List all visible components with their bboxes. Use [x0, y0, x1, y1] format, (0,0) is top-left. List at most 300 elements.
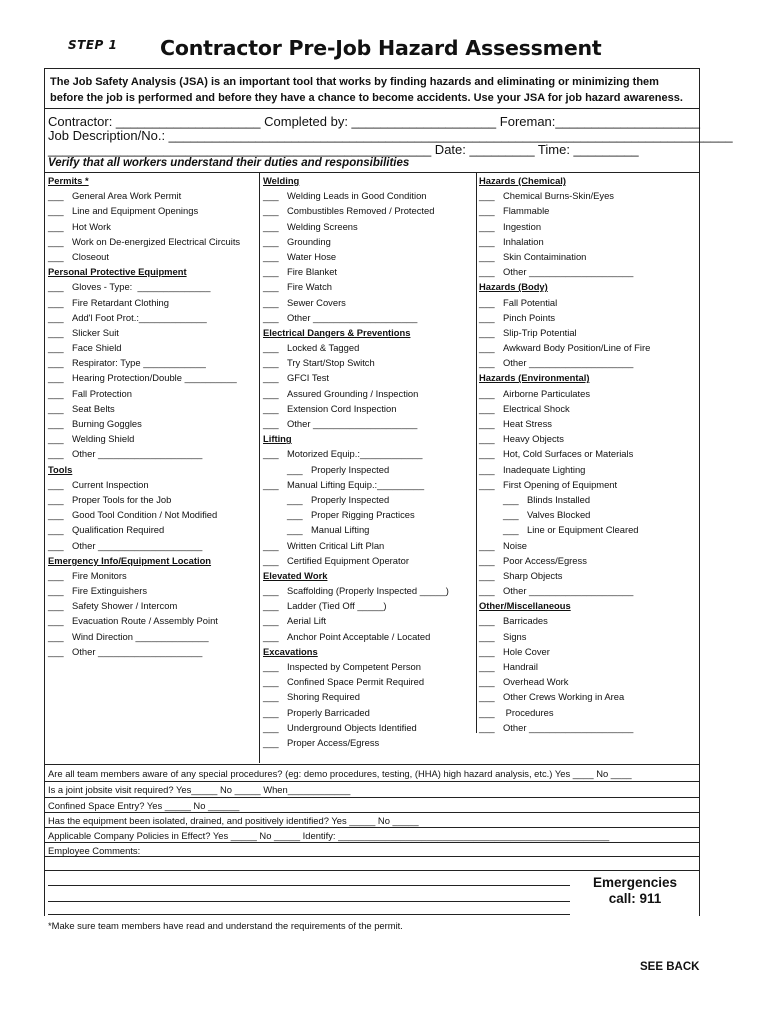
checkbox-blank[interactable]: ___	[263, 615, 279, 627]
checkbox-blank[interactable]: ___	[48, 387, 64, 399]
checkbox-blank[interactable]: ___	[479, 296, 495, 308]
checklist-item[interactable]	[479, 446, 699, 461]
checklist-item[interactable]	[263, 598, 475, 613]
checklist-item-label: Handrail	[503, 661, 538, 672]
checklist-item[interactable]	[263, 446, 475, 461]
checklist-item[interactable]	[263, 659, 475, 674]
checklist-item-label: Line and Equipment Openings	[72, 205, 199, 217]
checklist-item[interactable]	[479, 188, 699, 203]
checklist-item-label: Aerial Lift	[287, 615, 327, 627]
divider-q4	[44, 827, 700, 828]
checklist-item[interactable]	[479, 568, 699, 583]
checkbox-blank[interactable]: ___	[48, 585, 64, 597]
checkbox-blank[interactable]: ___	[479, 357, 495, 369]
checkbox-blank[interactable]: ___	[479, 676, 495, 688]
checkbox-blank[interactable]: ___	[503, 509, 519, 521]
checkbox-blank[interactable]: ___	[263, 266, 279, 278]
checklist-item[interactable]	[263, 477, 475, 492]
checklist-item[interactable]	[479, 386, 699, 401]
checkbox-blank[interactable]: ___	[263, 554, 279, 566]
checklist-item-label: Properly Inspected	[311, 493, 390, 505]
checkbox-blank[interactable]: ___	[263, 387, 279, 399]
checklist-item-label: Fire Watch	[287, 281, 332, 293]
checklist-item-label: Respirator: Type ____________	[72, 357, 206, 369]
checkbox-blank[interactable]: ___	[287, 509, 303, 521]
checkbox-blank[interactable]: ___	[48, 357, 64, 369]
checkbox-blank[interactable]: ___	[263, 691, 279, 703]
checklist-item[interactable]	[263, 462, 475, 477]
checklist-item[interactable]	[479, 659, 699, 674]
checkbox-blank[interactable]: ___	[503, 524, 519, 536]
section-heading: Hazards (Body)	[479, 281, 548, 293]
job-description-line[interactable]: Job Description/No.: ______________________________________________________________________________	[48, 128, 733, 143]
checklist-item-label: Slicker Suit	[72, 326, 119, 338]
checkbox-blank[interactable]: ___	[48, 478, 64, 490]
checklist-item[interactable]	[263, 522, 475, 537]
checklist-item[interactable]	[479, 705, 699, 720]
checklist-item[interactable]	[48, 234, 258, 249]
checklist-item-label: Sewer Covers	[287, 296, 346, 308]
checklist-item-label: Proper Access/Egress	[287, 736, 380, 748]
checklist-item-label: Hole Cover	[503, 645, 550, 657]
checklist-item-label: Safety Shower / Intercom	[72, 600, 178, 612]
checkbox-blank[interactable]: ___	[479, 205, 495, 217]
checklist-item[interactable]	[48, 644, 258, 659]
emergency-box	[580, 875, 690, 907]
checklist-item-label: Properly Barricaded	[287, 706, 370, 718]
checklist-item[interactable]	[48, 431, 258, 446]
checklist-item[interactable]	[479, 522, 699, 537]
checklist-item[interactable]	[48, 370, 258, 385]
checkbox-blank[interactable]: ___	[263, 402, 279, 414]
checklist-item-label: Assured Grounding / Inspection	[287, 387, 419, 399]
checklist-item[interactable]	[263, 613, 475, 628]
checklist-item[interactable]	[479, 203, 699, 218]
question-jobsite-visit[interactable]: Is a joint jobsite visit required? Yes_____ No _____ When____________	[48, 784, 351, 795]
checklist-item-label: Flammable	[503, 205, 550, 217]
checkbox-blank[interactable]: ___	[479, 630, 495, 642]
checklist-item-label: General Area Work Permit	[72, 190, 182, 202]
checklist-item-label: Fire Monitors	[72, 569, 127, 581]
checklist-item[interactable]	[479, 310, 699, 325]
checkbox-blank[interactable]: ___	[48, 493, 64, 505]
checklist-item-label: Extension Cord Inspection	[287, 402, 397, 414]
checklist-item-label: Other ____________________	[287, 418, 418, 429]
checklist-item[interactable]	[263, 219, 475, 234]
checklist-item[interactable]	[263, 553, 475, 568]
checkbox-blank[interactable]: ___	[48, 448, 64, 460]
checklist-item-label: Awkward Body Position/Line of Fire	[503, 342, 651, 354]
comment-line-3[interactable]	[48, 914, 570, 915]
emergency-title: Emergencies	[592, 875, 678, 890]
contractor-line[interactable]: Contractor: ____________________ Completed by: ____________________ Foreman:____________________	[48, 114, 700, 129]
checklist-item[interactable]	[479, 340, 699, 355]
checklist-item[interactable]	[479, 295, 699, 310]
checklist-item-label: Try Start/Stop Switch	[287, 357, 375, 369]
footnote: *Make sure team members have read and understand the requirements of the permit.	[48, 920, 403, 931]
checkbox-blank[interactable]: ___	[48, 190, 64, 202]
section-heading: Electrical Dangers & Preventions	[263, 326, 411, 338]
checklist-item-label: Hearing Protection/Double __________	[72, 372, 237, 384]
checkbox-blank[interactable]: ___	[503, 493, 519, 505]
checklist-item-label: Proper Tools for the Job	[72, 493, 172, 505]
checklist-item-label: Confined Space Permit Required	[287, 676, 425, 688]
checklist-item[interactable]	[479, 325, 699, 340]
checklist-item[interactable]	[479, 462, 699, 477]
checkbox-blank[interactable]: ___	[48, 326, 64, 338]
checklist-item[interactable]	[263, 340, 475, 355]
divider-q5	[44, 842, 700, 843]
checkbox-blank[interactable]: ___	[263, 372, 279, 384]
verify-statement: Verify that all workers understand their duties and responsibilities	[48, 157, 410, 169]
checklist-item-label: Welding Shield	[72, 433, 135, 445]
checkbox-blank[interactable]: ___	[263, 250, 279, 262]
checklist-item[interactable]	[48, 203, 258, 218]
checklist-item[interactable]	[48, 249, 258, 264]
checklist-item-label: Noise	[503, 539, 527, 551]
checkbox-blank[interactable]: ___	[48, 250, 64, 262]
checkbox-blank[interactable]: ___	[263, 296, 279, 308]
checklist-item[interactable]	[479, 553, 699, 568]
checkbox-blank[interactable]: ___	[479, 615, 495, 627]
checklist-item-label: Underground Objects Identified	[287, 721, 417, 733]
checklist-item[interactable]	[479, 431, 699, 446]
checkbox-blank[interactable]: ___	[287, 493, 303, 505]
checklist-column-3	[479, 173, 699, 735]
checklist-item-label: Fire Retardant Clothing	[72, 296, 169, 308]
checklist-item[interactable]	[263, 249, 475, 264]
checklist-item[interactable]	[263, 355, 475, 370]
checkbox-blank[interactable]: ___	[479, 539, 495, 551]
checklist-item-label: Evacuation Route / Assembly Point	[72, 615, 218, 627]
checklist-item-label: Locked & Tagged	[287, 342, 360, 354]
checklist-item[interactable]	[263, 264, 475, 279]
checklist-item-label: Good Tool Condition / Not Modified	[72, 509, 218, 521]
checklist-item[interactable]	[479, 629, 699, 644]
checklist-item-label: Manual Lifting Equip.:_________	[287, 478, 425, 490]
checklist-item-label: First Opening of Equipment	[503, 478, 618, 490]
checkbox-blank[interactable]: ___	[263, 676, 279, 688]
checkbox-blank[interactable]: ___	[479, 235, 495, 247]
intro-text: The Job Safety Analysis (JSA) is an important tool that works by finding hazards and eliminating or minimizing them before the job is performed and before they have a chance to become accidents. Use your JSA for job hazard awareness.	[50, 76, 683, 104]
checkbox-blank[interactable]: ___	[479, 691, 495, 703]
checklist-item-label: Electrical Shock	[503, 402, 570, 414]
checklist-item-label: Shoring Required	[287, 691, 360, 703]
checkbox-blank[interactable]: ___	[479, 554, 495, 566]
checkbox-blank[interactable]: ___	[479, 418, 495, 429]
section-heading: Lifting	[263, 433, 292, 445]
checkbox-blank[interactable]: ___	[263, 281, 279, 293]
checklist-item[interactable]	[263, 507, 475, 522]
checklist-item-label: Welding Leads in Good Condition	[287, 190, 427, 202]
checklist-item[interactable]	[48, 492, 258, 507]
checklist-item[interactable]	[263, 720, 475, 735]
date-time-line[interactable]: _____________________________________________________ Date: _________ Time: _________	[48, 142, 639, 157]
checkbox-blank[interactable]: ___	[479, 448, 495, 460]
checklist-item[interactable]	[479, 219, 699, 234]
checklist-item[interactable]	[263, 203, 475, 218]
checkbox-blank[interactable]: ___	[263, 357, 279, 369]
checkbox-blank[interactable]: ___	[263, 418, 279, 429]
section-heading: Hazards (Chemical)	[479, 175, 567, 186]
checklist-item-label: GFCI Test	[287, 372, 330, 384]
checklist-item-label: Grounding	[287, 235, 331, 247]
checklist-item[interactable]	[479, 507, 699, 522]
checkbox-blank[interactable]: ___	[263, 539, 279, 551]
checklist-item[interactable]	[48, 583, 258, 598]
checkbox-blank[interactable]: ___	[48, 524, 64, 536]
checklist-item[interactable]	[263, 629, 475, 644]
checklist-item[interactable]	[479, 477, 699, 492]
checkbox-blank[interactable]: ___	[263, 205, 279, 217]
checklist-item-label: Other ____________________	[503, 266, 634, 278]
checklist-item[interactable]	[48, 310, 258, 325]
checklist-item-label: Barricades	[503, 615, 548, 627]
checkbox-blank[interactable]: ___	[48, 615, 64, 627]
checkbox-blank[interactable]: ___	[263, 235, 279, 247]
checklist-item[interactable]	[479, 249, 699, 264]
employee-comments-label: Employee Comments:	[48, 845, 141, 856]
checklist-item-label: Other Crews Working in Area	[503, 691, 625, 703]
checklist-item[interactable]	[263, 705, 475, 720]
checklist-item[interactable]	[479, 689, 699, 704]
checklist-item-label: Other ____________________	[72, 448, 203, 460]
checklist-item[interactable]	[479, 720, 699, 735]
checkbox-blank[interactable]: ___	[263, 190, 279, 202]
checkbox-blank[interactable]: ___	[263, 630, 279, 642]
checkbox-blank[interactable]: ___	[479, 478, 495, 490]
checklist-item[interactable]	[48, 477, 258, 492]
checklist-item[interactable]	[263, 583, 475, 598]
checklist-item-label: Fire Extinguishers	[72, 585, 148, 597]
checkbox-blank[interactable]: ___	[48, 630, 64, 642]
checkbox-blank[interactable]: ___	[479, 706, 495, 718]
checklist-item-label: Heat Stress	[503, 418, 552, 429]
checklist-item[interactable]	[48, 386, 258, 401]
checklist-item[interactable]	[48, 416, 258, 431]
checklist-item-label: Inadequate Lighting	[503, 463, 586, 475]
checklist-item-label: Wind Direction ______________	[72, 630, 209, 642]
section-heading: Welding	[263, 175, 300, 186]
divider-q3	[44, 812, 700, 813]
checkbox-blank[interactable]: ___	[263, 478, 279, 490]
checkbox-blank[interactable]: ___	[479, 266, 495, 278]
checklist-item[interactable]	[48, 522, 258, 537]
checkbox-blank[interactable]: ___	[263, 220, 279, 232]
checklist-item-label: Heavy Objects	[503, 433, 564, 445]
checkbox-blank[interactable]: ___	[479, 585, 495, 597]
checklist-item[interactable]	[479, 355, 699, 370]
checklist-item[interactable]	[479, 674, 699, 689]
section-heading: Permits *	[48, 175, 89, 186]
checklist-item-label: Qualification Required	[72, 524, 165, 536]
checkbox-blank[interactable]: ___	[263, 736, 279, 748]
checklist-item[interactable]	[48, 355, 258, 370]
checkbox-blank[interactable]: ___	[48, 205, 64, 217]
checkbox-blank[interactable]: ___	[479, 342, 495, 354]
checklist-item[interactable]	[263, 492, 475, 507]
section-heading: Excavations	[263, 645, 318, 657]
checkbox-blank[interactable]: ___	[48, 235, 64, 247]
checklist-item-label: Certified Equipment Operator	[287, 554, 409, 566]
checklist-item[interactable]	[48, 598, 258, 613]
checklist-item[interactable]	[263, 234, 475, 249]
checklist-item[interactable]	[48, 613, 258, 628]
divider-intro	[44, 108, 700, 109]
checklist-item[interactable]	[48, 507, 258, 522]
checklist-item-label: Proper Rigging Practices	[311, 509, 415, 521]
checklist-item-label: Inspected by Competent Person	[287, 661, 421, 672]
page-title: Contractor Pre-Job Hazard Assessment	[160, 36, 602, 60]
checklist-item-label: Add'l Foot Prot.:_____________	[72, 311, 207, 323]
checklist-item-label: Closeout	[72, 250, 110, 262]
checklist-item[interactable]	[48, 446, 258, 461]
checkbox-blank[interactable]: ___	[479, 387, 495, 399]
divider-comments-2	[44, 870, 700, 871]
checklist-item[interactable]	[479, 492, 699, 507]
checkbox-blank[interactable]: ___	[263, 342, 279, 354]
checkbox-blank[interactable]: ___	[48, 539, 64, 551]
checklist-item-label: Motorized Equip.:____________	[287, 448, 423, 460]
checklist-item[interactable]	[48, 401, 258, 416]
checklist-item[interactable]	[479, 416, 699, 431]
checkbox-blank[interactable]: ___	[48, 220, 64, 232]
checklist-item-label: Properly Inspected	[311, 463, 390, 475]
checkbox-blank[interactable]: ___	[48, 311, 64, 323]
checklist-item[interactable]	[48, 568, 258, 583]
column-divider-2	[476, 173, 477, 733]
checklist-item[interactable]	[479, 234, 699, 249]
checklist-item[interactable]	[263, 401, 475, 416]
checkbox-blank[interactable]: ___	[48, 509, 64, 521]
checkbox-blank[interactable]: ___	[479, 311, 495, 323]
checklist-item[interactable]	[48, 538, 258, 553]
checklist-item-label: Hot Work	[72, 220, 111, 232]
checklist-item[interactable]	[263, 310, 475, 325]
question-confined-space[interactable]: Confined Space Entry? Yes _____ No ______	[48, 800, 240, 811]
comment-line-1[interactable]	[48, 885, 570, 886]
checklist-item[interactable]	[479, 538, 699, 553]
checkbox-blank[interactable]: ___	[48, 296, 64, 308]
checklist-item[interactable]	[48, 188, 258, 203]
checklist-item[interactable]	[479, 401, 699, 416]
checkbox-blank[interactable]: ___	[479, 645, 495, 657]
checkbox-blank[interactable]: ___	[263, 585, 279, 597]
checklist-item[interactable]	[48, 340, 258, 355]
checkbox-blank[interactable]: ___	[287, 463, 303, 475]
checkbox-blank[interactable]: ___	[479, 220, 495, 232]
checkbox-blank[interactable]: ___	[48, 402, 64, 414]
question-equipment-isolated[interactable]: Has the equipment been isolated, drained, and positively identified? Yes _____ No _____	[48, 815, 419, 826]
checkbox-blank[interactable]: ___	[48, 645, 64, 657]
checkbox-blank[interactable]: ___	[479, 569, 495, 581]
checklist-item[interactable]	[263, 538, 475, 553]
checklist-item-label: Line or Equipment Cleared	[527, 524, 639, 536]
checklist-item[interactable]	[48, 295, 258, 310]
comment-line-2[interactable]	[48, 901, 570, 902]
checklist-item[interactable]	[479, 644, 699, 659]
checkbox-blank[interactable]: ___	[263, 661, 279, 672]
checkbox-blank[interactable]: ___	[263, 311, 279, 323]
checkbox-blank[interactable]: ___	[479, 250, 495, 262]
checklist-item-label: Slip-Trip Potential	[503, 326, 577, 338]
checkbox-blank[interactable]: ___	[48, 372, 64, 384]
checklist-item-label: Airborne Particulates	[503, 387, 591, 399]
checkbox-blank[interactable]: ___	[48, 342, 64, 354]
checkbox-blank[interactable]: ___	[479, 721, 495, 733]
checklist-item-label: Blinds Installed	[527, 493, 591, 505]
checklist-item[interactable]	[48, 629, 258, 644]
checklist-item-label: Hot, Cold Surfaces or Materials	[503, 448, 634, 460]
checkbox-blank[interactable]: ___	[48, 600, 64, 612]
checklist-item-label: Manual Lifting	[311, 524, 370, 536]
checklist-item-label: Procedures	[503, 706, 554, 718]
checkbox-blank[interactable]: ___	[48, 418, 64, 429]
checklist-item[interactable]	[479, 583, 699, 598]
checkbox-blank[interactable]: ___	[287, 524, 303, 536]
checklist-item[interactable]	[263, 416, 475, 431]
checklist-item-label: Fall Protection	[72, 387, 132, 399]
checklist-item[interactable]	[479, 613, 699, 628]
checklist-item[interactable]	[263, 370, 475, 385]
checklist-item-label: Anchor Point Acceptable / Located	[287, 630, 431, 642]
checklist-item[interactable]	[263, 386, 475, 401]
checklist-item[interactable]	[263, 295, 475, 310]
checkbox-blank[interactable]: ___	[263, 600, 279, 612]
checkbox-blank[interactable]: ___	[48, 433, 64, 445]
checklist-item-label: Ladder (Tied Off _____)	[287, 600, 387, 612]
checklist-item-label: Fall Potential	[503, 296, 558, 308]
checklist-item[interactable]	[48, 279, 258, 294]
checklist-item[interactable]	[48, 219, 258, 234]
question-special-procedures[interactable]: Are all team members aware of any special procedures? (eg: demo procedures, testing, (HHA) high hazard analysis, etc.) Yes ____ No ____	[48, 768, 632, 779]
checkbox-blank[interactable]: ___	[48, 569, 64, 581]
checklist-item-label: Water Hose	[287, 250, 337, 262]
checklist-item-label: Other ____________________	[72, 645, 203, 657]
checkbox-blank[interactable]: ___	[263, 706, 279, 718]
checklist-item-label: Other ____________________	[72, 539, 203, 551]
checkbox-blank[interactable]: ___	[479, 190, 495, 202]
section-heading: Other/Miscellaneous	[479, 600, 571, 612]
checkbox-blank[interactable]: ___	[479, 402, 495, 414]
checkbox-blank[interactable]: ___	[479, 326, 495, 338]
checkbox-blank[interactable]: ___	[479, 433, 495, 445]
checklist-item-label: Overhead Work	[503, 676, 569, 688]
divider-q2	[44, 797, 700, 798]
checklist-item-label: Other ____________________	[287, 311, 418, 323]
checkbox-blank[interactable]: ___	[479, 661, 495, 672]
see-back-label: SEE BACK	[640, 961, 700, 973]
checklist-item[interactable]	[263, 674, 475, 689]
checkbox-blank[interactable]: ___	[263, 448, 279, 460]
checkbox-blank[interactable]: ___	[48, 281, 64, 293]
step-label: STEP 1	[68, 38, 118, 52]
checkbox-blank[interactable]: ___	[479, 463, 495, 475]
question-company-policies[interactable]: Applicable Company Policies in Effect? Yes _____ No _____ Identify: ____________________________________________________	[48, 830, 610, 841]
checklist-item[interactable]	[479, 264, 699, 279]
checklist-item[interactable]	[263, 735, 475, 750]
checklist-item[interactable]	[48, 325, 258, 340]
checklist-item[interactable]	[263, 188, 475, 203]
checklist-item-label: Poor Access/Egress	[503, 554, 587, 566]
checklist-item-label: Sharp Objects	[503, 569, 563, 581]
checklist-item-label: Pinch Points	[503, 311, 556, 323]
checklist-item[interactable]	[263, 689, 475, 704]
checklist-item[interactable]	[263, 279, 475, 294]
section-heading: Hazards (Environmental)	[479, 372, 590, 384]
checkbox-blank[interactable]: ___	[263, 721, 279, 733]
column-divider-1	[259, 173, 260, 763]
